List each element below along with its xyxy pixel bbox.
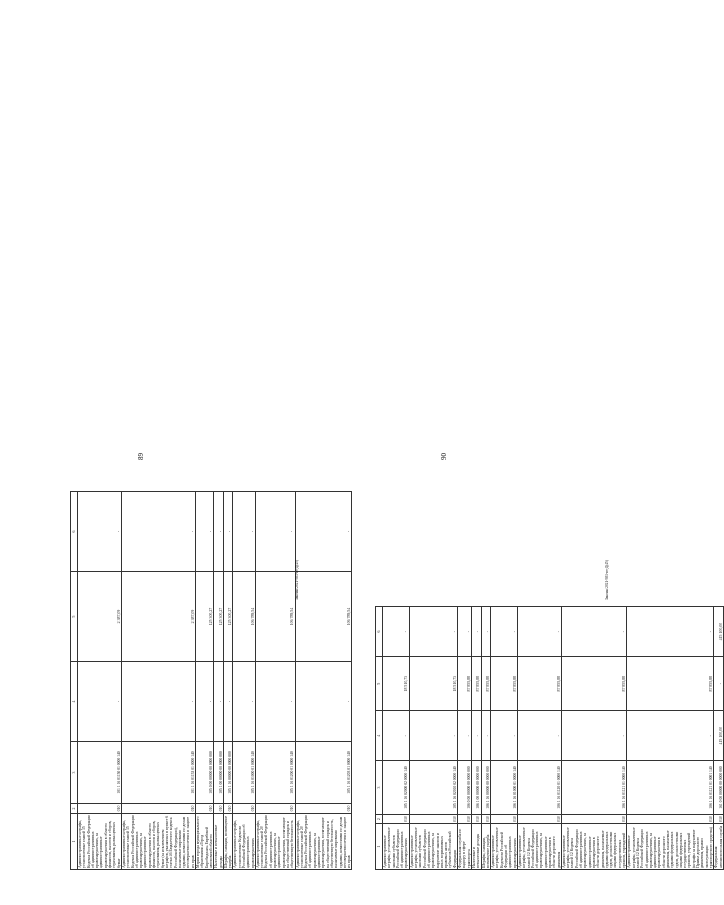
row-amount-col5: 18 510,73	[383, 657, 410, 711]
row-description: Административные штрафы, установленные главой 20 Кодекса Российской Федерации об административных правонарушениях, за административные правонарушения, посягающие на общественный порядок и общественную безопасность	[255, 815, 295, 868]
row-amount-col5: 87 855,88	[491, 657, 518, 711]
row-budget-code: 106 1 16 01121 01 0000 140	[561, 761, 626, 815]
row-amount-col5: 87 855,88	[458, 657, 472, 711]
table-row	[214, 492, 224, 870]
row-amount-col5: 125 300,27	[196, 572, 214, 662]
row-description: Федеральная служба по надзору в сфере транспорта	[458, 824, 472, 870]
table-row	[517, 607, 561, 870]
header-cell: 3	[71, 742, 78, 804]
row-description: Налоговые и неналоговые доходы	[214, 814, 224, 870]
row-amount-col4: -	[491, 711, 518, 761]
row-line-code: 010	[491, 814, 518, 823]
row-budget-code: 105 1 16 01203 01 0000 140	[295, 742, 352, 804]
row-amount-col5: 2 387,09	[78, 572, 122, 662]
row-amount-col4: -	[223, 662, 233, 742]
header-cell: 6	[71, 492, 78, 572]
row-description: Административные штрафы, установленные главой 15 Кодекса Российской Федерации об административных правонарушениях, за административные правонарушения в области финансов, налогов и сборов, страхования, рынка ценных бумаг (за исключением штрафов, указанных в пункте 6 статьи 46 Бюджетного кодекса Российской Федерации), налагаемые мировыми судьями, комиссиями по делам несовершеннолетних и защите их прав	[121, 815, 195, 868]
row-amount-col5: 87 855,88	[481, 657, 491, 711]
row-line-code: 010	[383, 814, 410, 823]
header-cell: 2	[376, 814, 383, 823]
row-line-code: 010	[517, 814, 561, 823]
row-description: Штрафы, санкции, возмещение ущерба	[481, 824, 491, 870]
row-amount-col5: 106 789,54	[255, 572, 295, 662]
row-line-code: 010	[471, 814, 481, 823]
row-budget-code: 161 0 00 00000 00 0000 000	[714, 761, 724, 815]
header-cell: 5	[376, 657, 383, 711]
row-amount-col6: -	[255, 492, 295, 572]
row-amount-col6: -	[214, 492, 224, 572]
row-line-code: 010	[714, 814, 724, 823]
header-cell: 3	[376, 761, 383, 815]
row-amount-col6: -	[471, 607, 481, 657]
row-amount-col6: -	[517, 607, 561, 657]
row-amount-col4: -	[196, 662, 214, 742]
row-budget-code: 106 1 16 01000 01 0000 140	[491, 761, 518, 815]
row-line-code: 010	[627, 814, 714, 823]
row-budget-code: 106 1 00 00000 00 0000 000	[471, 761, 481, 815]
table-row	[196, 492, 214, 870]
row-description: Мэрия города муниципального образования «Город Биробиджан» Еврейской автономной области	[196, 814, 214, 870]
right-page-table	[375, 606, 724, 870]
table-row	[295, 492, 352, 870]
row-amount-col5: 87 855,88	[471, 657, 481, 711]
row-description: Административные штрафы, установленные законами субъектов Российской Федерации об административных правонарушениях	[383, 824, 410, 870]
row-line-code: 010	[196, 804, 214, 814]
row-amount-col6: -	[627, 607, 714, 657]
row-description: Административные штрафы, установленные главой 12 Кодекса Российской Федерации об административных правонарушениях, за административные правонарушения в области дорожного движения, налагаемые судьями федеральных судов, должностными лицами федеральных государственных органов, учреждений (штрафы за нарушение Правил дорожного движения, правил эксплуатации транспортного средства)	[627, 824, 714, 870]
row-description: Административные штрафы, установленные Кодексом Российской Федерации об административных правонарушениях	[233, 814, 255, 870]
row-amount-col6: -	[196, 492, 214, 572]
row-amount-col4: -	[409, 711, 457, 761]
row-amount-col6: -	[458, 607, 472, 657]
row-line-code: 010	[223, 804, 233, 814]
row-line-code: 010	[561, 814, 626, 823]
header-cell: 1	[71, 814, 78, 870]
header-cell: 2	[71, 804, 78, 814]
header-cell: 6	[376, 607, 383, 657]
row-budget-code: 106 1 16 00000 00 0000 000	[481, 761, 491, 815]
footer-label: Законы/2021-581-пз-Д(45)	[295, 559, 299, 600]
header-cell: 5	[71, 572, 78, 662]
row-amount-col4: -	[471, 711, 481, 761]
row-amount-col5: 106 789,54	[295, 572, 352, 662]
row-amount-col4: -	[121, 662, 195, 742]
table-row	[233, 492, 255, 870]
row-description: Административные штрафы, установленные главой 12 Кодекса Российской Федерации об административных правонарушениях, за административные правонарушения в области дорожного движения	[517, 824, 561, 870]
row-description: Административные штрафы, установленные главой 12 Кодекса Российской Федерации об административных правонарушениях, за административные правонарушения в области дорожного движения, налагаемые судьями федеральных судов, должностными лицами федеральных государственных органов, учреждений	[561, 824, 626, 870]
header-cell: 4	[71, 662, 78, 742]
row-description: Административные штрафы, установленные главой 20 Кодекса Российской Федерации об административных правонарушениях, за административные правонарушения, посягающие на общественный порядок и общественную безопасность, налагаемые мировыми судьями, комиссиями по делам несовершеннолетних и защите их прав	[295, 815, 352, 868]
row-amount-col4: -	[233, 662, 255, 742]
row-amount-col4: -	[627, 711, 714, 761]
row-line-code: 010	[233, 804, 255, 814]
row-budget-code: 105 0 00 00000 00 0000 000	[196, 742, 214, 804]
row-budget-code: 105 1 16 00000 00 0000 000	[223, 742, 233, 804]
header-cell: 4	[376, 711, 383, 761]
table-row	[714, 607, 724, 870]
row-amount-col5: 106 789,54	[233, 572, 255, 662]
table-row	[458, 607, 472, 870]
row-budget-code: 105 1 16 01000 01 0000 140	[233, 742, 255, 804]
row-amount-col5: 2 387,09	[121, 572, 195, 662]
row-amount-col4: 415 100,00	[714, 711, 724, 761]
row-amount-col6: -	[223, 492, 233, 572]
row-amount-col6: -	[491, 607, 518, 657]
table-row	[78, 492, 122, 870]
row-amount-col4: -	[481, 711, 491, 761]
row-amount-col5: 87 855,88	[561, 657, 626, 711]
row-budget-code: 101 1 16 01153 01 0000 140	[121, 742, 195, 804]
table-row	[121, 492, 195, 870]
row-line-code: 010	[295, 804, 352, 814]
left-page-table	[70, 491, 352, 870]
row-amount-col5: 87 855,88	[517, 657, 561, 711]
row-amount-col5: 125 300,27	[223, 572, 233, 662]
row-amount-col5: -	[714, 657, 724, 711]
row-amount-col6: 415 100,00	[714, 607, 724, 657]
row-amount-col6: -	[409, 607, 457, 657]
header-cell: 1	[376, 824, 383, 870]
row-budget-code: 106 0 00 00000 00 0000 000	[458, 761, 472, 815]
row-amount-col6: -	[295, 492, 352, 572]
row-budget-code: 105 1 16 01200 01 0000 140	[255, 742, 295, 804]
row-description: Административные штрафы, установленные главой 15 Кодекса Российской Федерации об административных правонарушениях, за административные правонарушения в области финансов, налогов и сборов, страхования, рынка ценных бумаг	[78, 815, 121, 868]
row-amount-col6: -	[121, 492, 195, 572]
row-budget-code: 101 1 16 01150 01 0000 140	[78, 742, 122, 804]
table-row	[223, 492, 233, 870]
row-description: Административные штрафы, установленные Кодексом Российской Федерации об административных правонарушениях	[491, 824, 518, 870]
row-amount-col6: -	[233, 492, 255, 572]
row-amount-col4: -	[458, 711, 472, 761]
footer-label: Законы/2021-581-пз-Д(45)	[605, 559, 609, 600]
row-line-code: 010	[255, 804, 295, 814]
table-row	[383, 607, 410, 870]
row-budget-code: 105 1 00 00000 00 0000 000	[214, 742, 224, 804]
page-number: 89	[137, 453, 145, 460]
row-budget-code: 105 1 16 02000 02 0000 140	[383, 761, 410, 815]
row-line-code: 010	[458, 814, 472, 823]
row-budget-code: 106 1 16 01121 01 0001 140	[627, 761, 714, 815]
table-row	[255, 492, 295, 870]
row-description: Федеральная антимонопольная служба	[714, 824, 724, 870]
table-row	[481, 607, 491, 870]
row-amount-col6: -	[78, 492, 122, 572]
row-line-code: 010	[409, 814, 457, 823]
row-description: Штрафы, санкции, возмещение ущерба	[223, 814, 233, 870]
row-amount-col4: -	[255, 662, 295, 742]
row-amount-col4: -	[561, 711, 626, 761]
row-line-code: 010	[121, 804, 195, 814]
table-header-row	[71, 492, 78, 870]
page-number: 90	[440, 453, 448, 460]
row-amount-col5: 87 855,88	[627, 657, 714, 711]
table-header-row	[376, 607, 383, 870]
row-amount-col4: -	[214, 662, 224, 742]
row-amount-col4: -	[517, 711, 561, 761]
row-description: Административные штрафы, установленные законами субъектов Российской Федерации об административных правонарушениях, за нарушение законов и иных нормативных правовых актов субъектов Российской Федерации	[409, 824, 457, 870]
row-line-code: 010	[481, 814, 491, 823]
row-amount-col6: -	[561, 607, 626, 657]
row-line-code: 010	[214, 804, 224, 814]
table-row	[491, 607, 518, 870]
row-amount-col4: -	[295, 662, 352, 742]
row-budget-code: 106 1 16 01120 01 0000 140	[517, 761, 561, 815]
row-amount-col6: -	[383, 607, 410, 657]
row-amount-col4: -	[383, 711, 410, 761]
row-amount-col5: 125 300,27	[214, 572, 224, 662]
table-row	[561, 607, 626, 870]
row-budget-code: 105 1 16 02010 02 0000 140	[409, 761, 457, 815]
row-line-code: 010	[78, 804, 122, 814]
table-row	[471, 607, 481, 870]
row-amount-col4: -	[78, 662, 122, 742]
table-row	[627, 607, 714, 870]
row-description: Налоговые и неналоговые доходы	[471, 824, 481, 870]
row-amount-col6: -	[481, 607, 491, 657]
table-row	[409, 607, 457, 870]
row-amount-col5: 18 510,73	[409, 657, 457, 711]
